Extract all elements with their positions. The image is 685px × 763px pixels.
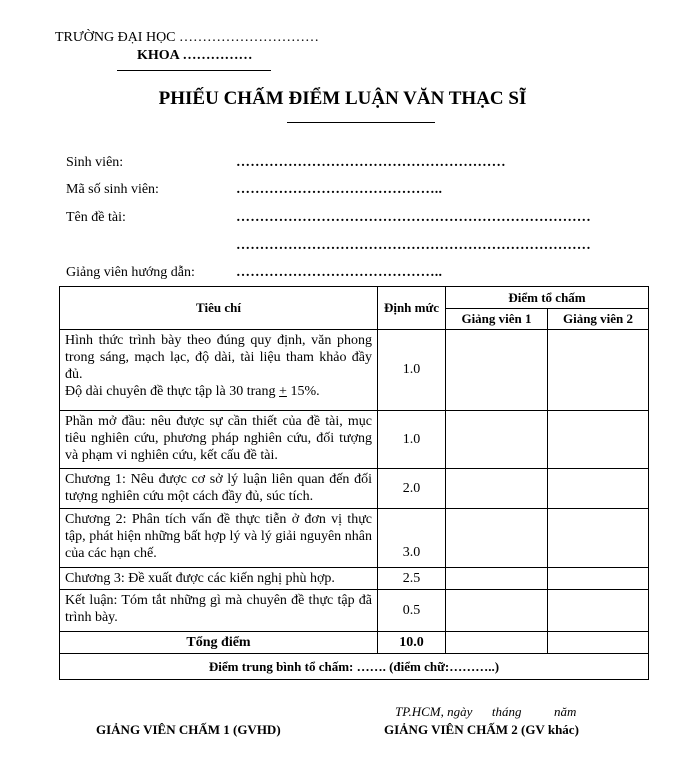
total-row <box>60 632 649 654</box>
table-row <box>60 568 649 590</box>
average-score: Điểm trung bình tổ chấm: ……. (điểm chữ:………..) <box>60 654 649 680</box>
topic-blank-2: ………………………………………………………………… <box>236 238 591 253</box>
score-gv2-cell[interactable] <box>548 469 649 509</box>
weight-cell: 0.5 <box>378 590 446 632</box>
table-row <box>60 411 649 469</box>
university-line: TRƯỜNG ĐẠI HỌC ………………………… <box>55 30 320 45</box>
score-gv2-cell[interactable] <box>548 509 649 568</box>
score-gv1-cell[interactable] <box>446 590 548 632</box>
student-id-blank: …………………………………….. <box>236 182 443 197</box>
score-gv1-cell[interactable] <box>446 509 548 568</box>
total-value: 10.0 <box>378 632 446 654</box>
header-criteria: Tiêu chí <box>60 287 378 330</box>
score-gv1-cell[interactable] <box>446 568 548 590</box>
total-label: Tổng điểm <box>60 632 378 654</box>
weight-cell: 3.0 <box>378 509 446 568</box>
student-label: Sinh viên: <box>66 155 124 170</box>
total-gv2-cell[interactable] <box>548 632 649 654</box>
grading-table <box>59 286 649 680</box>
header-weight: Định mức <box>378 287 446 330</box>
score-gv1-cell[interactable] <box>446 469 548 509</box>
student-blank: ………………………………………………… <box>236 155 506 170</box>
table-row <box>60 509 649 568</box>
weight-cell: 1.0 <box>378 330 446 411</box>
criteria-cell: Chương 2: Phân tích vấn đề thực tiễn ở đơn vị thực tập, phát hiện những bất hợp lý và lý giải nguyên nhân của các hạn chế. <box>60 509 378 568</box>
score-gv2-cell[interactable] <box>548 411 649 469</box>
criteria-cell: Kết luận: Tóm tắt những gì mà chuyên đề thực tập đã trình bày. <box>60 590 378 632</box>
criteria-cell: Hình thức trình bày theo đúng quy định, văn phong trong sáng, mạch lạc, độ dài, tài liệu tham khảo đầy đủ. Độ dài chuyên đề thực tập là 30 trang + 15%. <box>60 330 378 411</box>
weight-cell: 1.0 <box>378 411 446 469</box>
advisor-blank: …………………………………….. <box>236 265 443 280</box>
criteria-cell: Phần mở đầu: nêu được sự cần thiết của đề tài, mục tiêu nghiên cứu, phương pháp nghiên cứu, đối tượng và phạm vi nghiên cứu, kết cấu đề tài. <box>60 411 378 469</box>
table-row <box>60 330 649 411</box>
criteria-cell: Chương 1: Nêu được cơ sở lý luận liên quan đến đối tượng nghiên cứu một cách đầy đủ, súc tích. <box>60 469 378 509</box>
document-title: PHIẾU CHẤM ĐIỂM LUẬN VĂN THẠC SĨ <box>158 88 527 109</box>
score-gv1-cell[interactable] <box>446 330 548 411</box>
header-examiner-2: Giảng viên 2 <box>548 309 649 330</box>
place-date-line: TP.HCM, ngày tháng năm <box>395 704 577 719</box>
total-gv1-cell[interactable] <box>446 632 548 654</box>
student-id-label: Mã số sinh viên: <box>66 182 159 197</box>
table-row <box>60 590 649 632</box>
score-gv2-cell[interactable] <box>548 590 649 632</box>
examiner-2-signature-label: GIẢNG VIÊN CHẤM 2 (GV khác) <box>384 722 579 737</box>
score-gv1-cell[interactable] <box>446 411 548 469</box>
table-row <box>60 469 649 509</box>
weight-cell: 2.0 <box>378 469 446 509</box>
faculty-line: KHOA …………… <box>137 48 253 63</box>
weight-cell: 2.5 <box>378 568 446 590</box>
advisor-label: Giảng viên hướng dẫn: <box>66 265 195 280</box>
header-examiner-1: Giảng viên 1 <box>446 309 548 330</box>
faculty-underline <box>117 70 271 71</box>
title-underline <box>287 122 435 123</box>
examiner-1-signature-label: GIẢNG VIÊN CHẤM 1 (GVHD) <box>96 722 281 737</box>
score-gv2-cell[interactable] <box>548 330 649 411</box>
topic-label: Tên đề tài: <box>66 210 126 225</box>
score-gv2-cell[interactable] <box>548 568 649 590</box>
header-scores: Điểm tổ chấm <box>446 287 649 309</box>
topic-blank-1: ………………………………………………………………… <box>236 210 591 225</box>
average-row <box>60 654 649 680</box>
criteria-cell: Chương 3: Đề xuất được các kiến nghị phù hợp. <box>60 568 378 590</box>
